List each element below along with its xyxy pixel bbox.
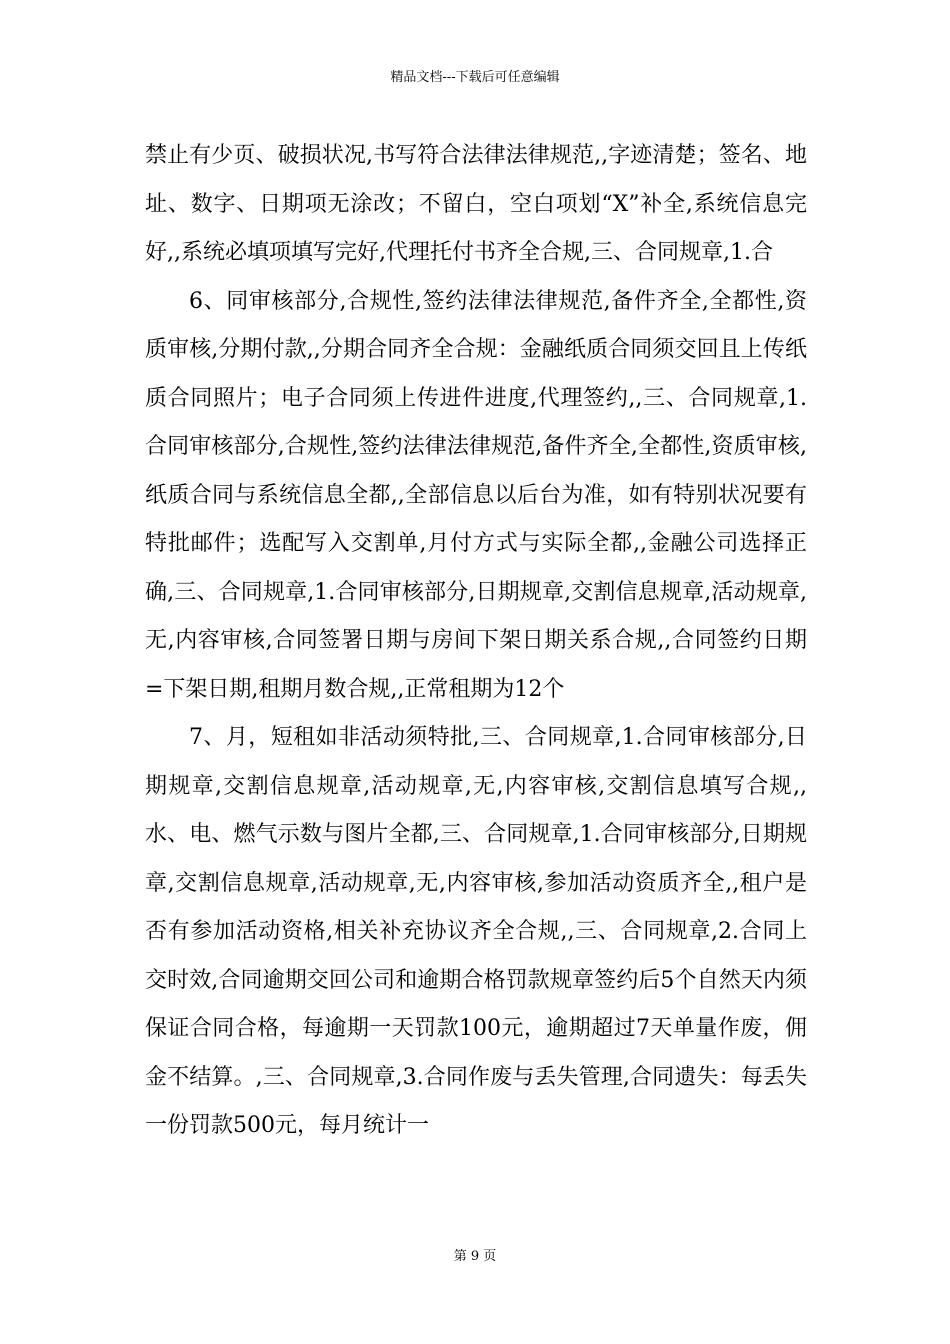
paragraph: 6、同审核部分,合规性,签约法律法律规范,备件齐全,全都性,资质审核,分期付款,,分期合同齐全合规：金融纸质合同须交回且上传纸质合同照片；电子合同须上传进件进度,代理签约,,三、合同规章,1.合同审核部分,合规性,签约法律法律规范,备件齐全,全都性,资质审核,纸质合同与系统信息全都,,全部信息以后台为准，如有特别状况要有特批邮件；选配写入交割单,月付方式与实际全都,,金融公司选择正确,三、合同规章,1.合同审核部分,日期规章,交割信息规章,活动规章,无,内容审核,合同签署日期与房间下架日期关系合规,,合同签约日期=下架日期,租期月数合规,,正常租期为12个 xyxy=(145,288,807,702)
paragraph: 7、月，短租如非活动须特批,三、合同规章,1.合同审核部分,日期规章,交割信息规章,活动规章,无,内容审核,交割信息填写合规,,水、电、燃气示数与图片全都,三、合同规章,1.合同审核部分,日期规章,交割信息规章,活动规章,无,内容审核,参加活动资质齐全,,租户是否有参加活动资格,相关补充协议齐全合规,,三、合同规章,2.合同上交时效,合同逾期交回公司和逾期合格罚款规章签约后5个自然天内须保证合同合格，每逾期一天罚款100元，逾期超过7天单量作废，佣金不结算。,三、合同规章,3.合同作废与丢失管理,合同遗失：每丢失一份罚款500元，每月统计一 xyxy=(145,725,807,1138)
page-header: 精品文档---下载后可任意编辑 xyxy=(390,70,560,85)
paragraph: 禁止有少页、破损状况,书写符合法律法律规范,,字迹清楚；签名、地址、数字、日期项无涂改；不留白，空白项划“X”补全,系统信息完好,,系统必填项填写完好,代理托付书齐全合规,三、合同规章,1.合 xyxy=(145,143,807,265)
document-body xyxy=(145,132,807,1151)
page-number: 第 9 页 xyxy=(453,1249,497,1264)
